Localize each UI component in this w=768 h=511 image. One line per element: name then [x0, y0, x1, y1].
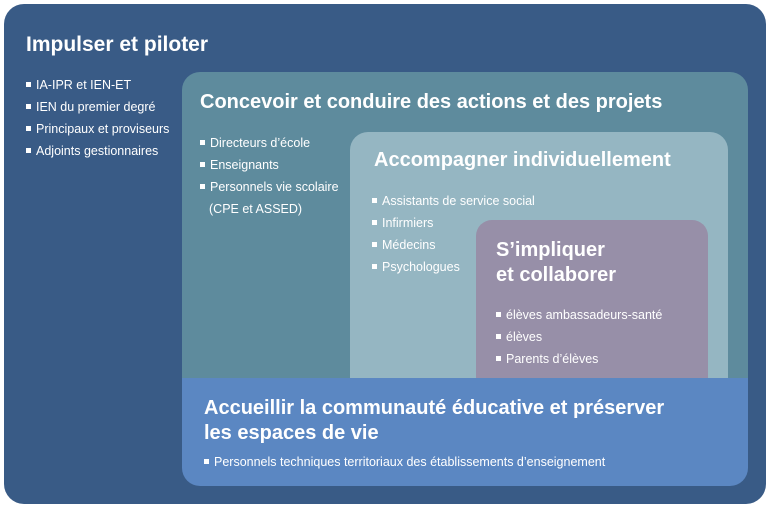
list-item: Assistants de service social	[372, 190, 535, 212]
bullet-icon	[496, 312, 501, 317]
accueillir-title-line2: les espaces de vie	[204, 422, 379, 444]
concevoir-title: Concevoir et conduire des actions et des projets	[200, 91, 663, 113]
list-item: IA-IPR et IEN-ET	[26, 74, 169, 96]
list-item: Directeurs d’école	[200, 132, 339, 154]
bullet-icon	[200, 162, 205, 167]
list-item: Parents d’élèves	[496, 348, 662, 370]
accompagner-title: Accompagner individuellement	[374, 149, 671, 171]
bullet-icon	[26, 148, 31, 153]
bullet-icon	[372, 198, 377, 203]
bullet-icon	[26, 126, 31, 131]
bullet-icon	[204, 459, 209, 464]
bullet-icon	[496, 334, 501, 339]
list-item: Enseignants	[200, 154, 339, 176]
impliquer-title	[496, 238, 616, 288]
accueillir-title-line1: Accueillir la communauté éducative et préserver	[204, 397, 665, 419]
bullet-icon	[372, 220, 377, 225]
bullet-icon	[200, 184, 205, 189]
impliquer-title-line1: S’impliquer	[496, 239, 605, 261]
bullet-icon	[372, 242, 377, 247]
piloter-list	[26, 74, 169, 162]
list-item-continuation: (CPE et ASSED)	[209, 202, 303, 216]
list-item: élèves	[496, 326, 662, 348]
bullet-icon	[26, 104, 31, 109]
bullet-icon	[200, 140, 205, 145]
concevoir-list	[200, 132, 339, 220]
list-item: Médecins	[372, 234, 535, 256]
piloter-title: Impulser et piloter	[26, 33, 209, 56]
list-item: Personnels techniques territoriaux des établissements d’enseignement	[204, 451, 605, 473]
list-item: élèves ambassadeurs-santé	[496, 304, 662, 326]
impliquer-list	[496, 304, 662, 370]
list-item: IEN du premier degré	[26, 96, 169, 118]
list-item: Infirmiers	[372, 212, 535, 234]
impliquer-title-line2: et collaborer	[496, 264, 617, 286]
list-item: Personnels vie scolaire	[200, 176, 339, 198]
bullet-icon	[26, 82, 31, 87]
list-item: Principaux et proviseurs	[26, 118, 169, 140]
list-item: Psychologues	[372, 256, 535, 278]
bullet-icon	[496, 356, 501, 361]
bullet-icon	[372, 264, 377, 269]
accueillir-title	[204, 396, 664, 446]
list-item: Adjoints gestionnaires	[26, 140, 169, 162]
accueillir-list	[204, 451, 605, 473]
